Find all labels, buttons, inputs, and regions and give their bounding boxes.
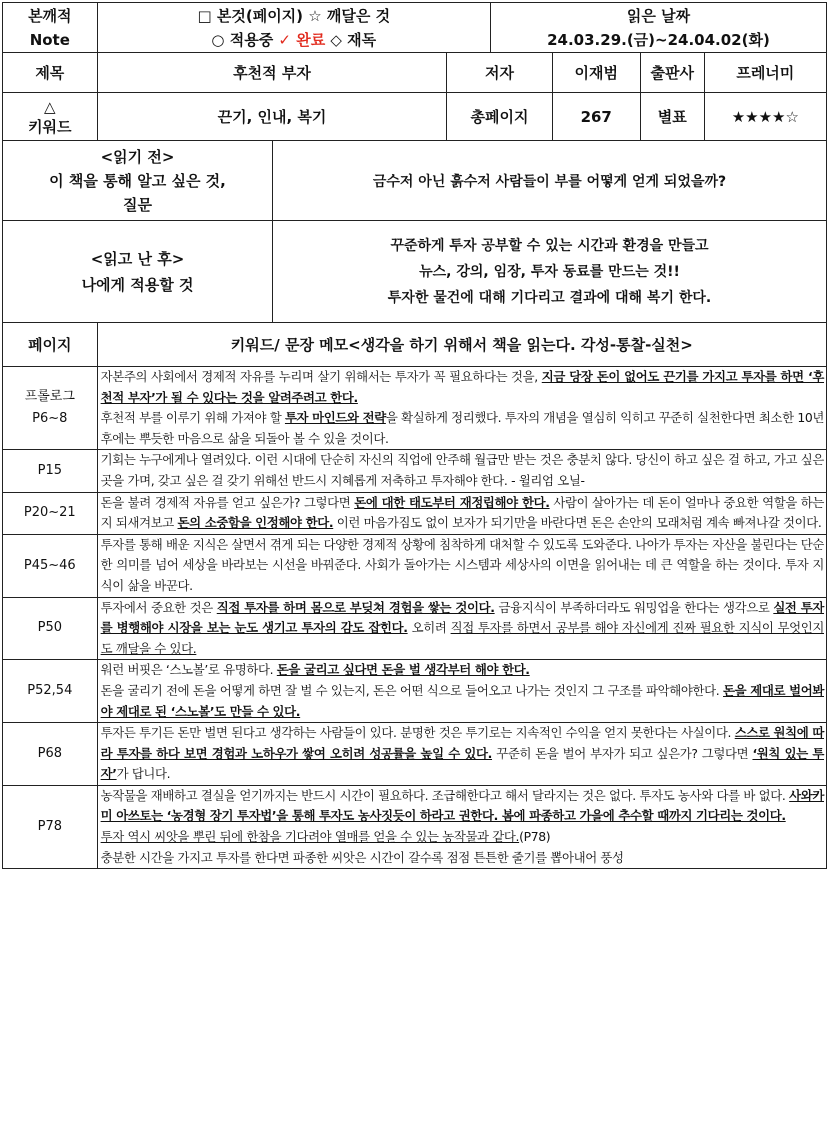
keywords: 끈기, 인내, 복기 bbox=[97, 93, 447, 141]
memo-page: P50 bbox=[3, 597, 98, 660]
memo-text bbox=[97, 492, 826, 534]
after-reading-label: <읽고 난 후> 나에게 적용할 것 bbox=[3, 221, 273, 323]
highlighted-sentence: 돈에 대한 태도부터 재정립해야 한다. bbox=[354, 494, 550, 510]
book-title: 후천적 부자 bbox=[97, 53, 447, 93]
memo-row bbox=[3, 597, 827, 660]
note-label: 본깨적 Note bbox=[3, 3, 98, 53]
memo-sentence: 을 확실하게 정리했다. 투자의 개념을 열심히 익히고 꾸준히 실천한다면 최소한 10년 후에는 뿌듯한 마음으로 삶을 되돌아 볼 수 있을 것이다. bbox=[100, 410, 825, 446]
memo-sentence: 후천적 부를 이루기 위해 가져야 할 bbox=[100, 410, 285, 426]
memo-sentence: 돈을 굴리기 전에 돈을 어떻게 하면 잘 벌 수 있는지, 돈은 어떤 식으로 들어오고 나가는 것인지 그 구조를 파악해야한다. bbox=[100, 682, 723, 698]
memo-page: P15 bbox=[3, 450, 98, 492]
memo-page: P68 bbox=[3, 723, 98, 786]
memo-sentence: 농작물을 재배하고 결실을 얻기까지는 반드시 시간이 필요하다. 조급해한다고 해서 달라지는 것은 없다. 투자도 농사와 다를 바 없다. bbox=[100, 787, 790, 803]
plan-line-3: 투자한 물건에 대해 기다리고 결과에 대해 복기 한다. bbox=[387, 289, 712, 306]
memo-sentence: 워런 버핏은 ‘스노볼’로 유명하다. bbox=[100, 662, 277, 678]
pages-label: 총페이지 bbox=[447, 93, 552, 141]
legend-check: ✓ 완료 bbox=[278, 30, 326, 49]
title-label: 제목 bbox=[3, 53, 98, 93]
rating: ★★★★☆ bbox=[704, 93, 826, 141]
highlighted-sentence: 투자 마인드와 전략 bbox=[284, 410, 386, 426]
highlighted-sentence: 투자 역시 씨앗을 뿌린 뒤에 한참을 기다려야 열매를 얻을 수 있는 농작물과 같다. bbox=[100, 829, 520, 845]
memo-row bbox=[3, 660, 827, 723]
author: 이재범 bbox=[552, 53, 640, 93]
memo-sentence: 기회는 누구에게나 열려있다. 이런 시대에 단순히 자신의 직업에 안주해 월급만 받는 것은 충분치 않다. 당신이 하고 싶은 걸 하고, 가고 싶은 곳을 가며, 갖고 싶은 걸 갖기 위해선 반드시 지혜롭게 저축하고 투자해야 한다. - 윌리엄 오닐- bbox=[100, 452, 824, 488]
memo-row bbox=[3, 785, 827, 868]
plan-line-1: 꾸준하게 투자 공부할 수 있는 시간과 환경을 만들고 bbox=[390, 237, 709, 254]
memo-page-header: 페이지 bbox=[3, 323, 98, 367]
publisher-label: 출판사 bbox=[640, 53, 704, 93]
note-table bbox=[2, 2, 827, 869]
plan-line-2: 뉴스, 강의, 임장, 투자 동료를 만드는 것!! bbox=[419, 263, 680, 280]
memo-text bbox=[97, 660, 826, 723]
memo-row bbox=[3, 367, 827, 450]
memo-sentence: 자본주의 사회에서 경제적 자유를 누리며 살기 위해서는 투자가 꼭 필요하다는 것을, bbox=[100, 369, 542, 384]
memo-text bbox=[97, 785, 826, 868]
highlighted-sentence: 직접 투자를 하면서 공부를 해야 자신에게 진짜 필요한 지식이 무엇인지도 깨달을 수 있다. bbox=[100, 620, 824, 656]
author-label: 저자 bbox=[447, 53, 552, 93]
memo-row bbox=[3, 534, 827, 597]
read-date bbox=[490, 3, 826, 53]
memo-sentence: 투자든 투기든 돈만 벌면 된다고 생각하는 사람들이 있다. 분명한 것은 투기로는 지속적인 수익을 얻지 못한다는 사실이다. bbox=[100, 725, 735, 741]
highlighted-sentence: 직접 투자를 하며 몸으로 부딪쳐 경험을 쌓는 것이다. bbox=[216, 599, 495, 615]
memo-text bbox=[97, 534, 826, 597]
highlighted-sentence: 스스로 원칙에 따라 투자를 하다 보면 경험과 노하우가 쌓여 오히려 성공률을 높일 수 있다. bbox=[100, 725, 824, 761]
before-reading-question: 금수저 아닌 흙수저 사람들이 부를 어떻게 얻게 되었을까? bbox=[273, 141, 827, 221]
memo-row bbox=[3, 450, 827, 492]
memo-page: P20~21 bbox=[3, 492, 98, 534]
highlighted-sentence: 지금 당장 돈이 없어도 끈기를 가지고 투자를 하면 ‘후천적 부자’가 될 수 있다는 것을 알려주려고 한다. bbox=[100, 369, 825, 405]
highlighted-sentence: 실전 투자를 병행해야 시장을 보는 눈도 생기고 투자의 감도 잡힌다. bbox=[100, 599, 825, 636]
memo-text bbox=[97, 597, 826, 660]
memo-rows bbox=[3, 367, 827, 869]
memo-page: P45~46 bbox=[3, 534, 98, 597]
memo-sentence: 꾸준히 돈을 벌어 부자가 되고 싶은가? 그렇다면 bbox=[492, 745, 753, 761]
memo-sentence: 충분한 시간을 가지고 투자를 한다면 파종한 씨앗은 시간이 갈수록 점점 튼튼한 줄기를 뽑아내어 풍성 bbox=[100, 849, 624, 865]
read-date-label: 읽은 날짜 bbox=[626, 6, 691, 25]
memo-page: P78 bbox=[3, 785, 98, 868]
memo-page: 프롤로그 P6~8 bbox=[3, 367, 98, 450]
highlighted-sentence: 돈을 제대로 벌어봐야 제대로 된 ‘스노볼’도 만들 수 있다. bbox=[100, 682, 824, 719]
read-date-value: 24.03.29.(금)~24.04.02(화) bbox=[547, 30, 770, 49]
memo-sentence: 오히려 bbox=[407, 620, 451, 636]
legend-line-1: □ 본것(페이지) ☆ 깨달은 것 bbox=[197, 6, 391, 25]
memo-row bbox=[3, 492, 827, 534]
legend-line-2: ○ 적용중 ✓ 완료 ◇ 재독 bbox=[211, 30, 377, 49]
keyword-label: △ 키워드 bbox=[3, 93, 98, 141]
memo-sentence: 가 답니다. bbox=[116, 766, 171, 782]
highlighted-sentence: 사와카미 아쓰토는 ‘농경형 장기 투자법’을 통해 투자도 농사짓듯이 하라고 권한다. 봄에 파종하고 가을에 추수할 때까지 기다리는 것이다. bbox=[100, 787, 824, 824]
memo-text bbox=[97, 723, 826, 786]
memo-text bbox=[97, 450, 826, 492]
highlighted-sentence: ‘원칙 있는 투자’ bbox=[100, 745, 825, 782]
total-pages: 267 bbox=[552, 93, 640, 141]
memo-sentence: 사람이 살아가는 데 돈이 얼마나 중요한 역할을 하는지 되새겨보고 bbox=[100, 494, 824, 531]
highlighted-sentence: 돈을 굴리고 싶다면 돈을 벌 생각부터 해야 한다. bbox=[276, 662, 530, 678]
memo-sentence: 투자에서 중요한 것은 bbox=[100, 599, 217, 615]
publisher: 프레너미 bbox=[704, 53, 826, 93]
memo-sentence: (P78) bbox=[519, 829, 551, 845]
memo-sentence: 투자를 통해 배운 지식은 살면서 겪게 되는 다양한 경제적 상황에 침착하게 대처할 수 있도록 도와준다. 나아가 투자는 자산을 불린다는 단순한 의미를 넘어 세상을 바라보는 시선을 바꿔준다. 사회가 돌아가는 시스템과 세상사의 이면을 읽어내는 데 큰 역할을 하는 것이다. 투자 지식이 삶을 바꾼다. bbox=[100, 536, 824, 593]
memo-text bbox=[97, 367, 826, 450]
after-reading-plan bbox=[273, 221, 827, 323]
memo-row bbox=[3, 723, 827, 786]
legend bbox=[97, 3, 490, 53]
memo-content-header: 키워드/ 문장 메모<생각을 하기 위해서 책을 읽는다. 각성-통찰-실천> bbox=[97, 323, 826, 367]
memo-sentence: 돈을 불려 경제적 자유를 얻고 싶은가? 그렇다면 bbox=[100, 494, 355, 510]
before-reading-label: <읽기 전> 이 책을 통해 알고 싶은 것, 질문 bbox=[3, 141, 273, 221]
highlighted-sentence: 돈의 소중함을 인정해야 한다. bbox=[177, 515, 334, 531]
memo-page: P52,54 bbox=[3, 660, 98, 723]
memo-sentence: 금융지식이 부족하더라도 워밍업을 한다는 생각으로 bbox=[494, 599, 774, 615]
memo-sentence: 이런 마음가짐도 없이 보자가 되기만을 바란다면 돈은 손안의 모래처럼 계속 빠져나갈 것이다. bbox=[333, 515, 822, 531]
rating-label: 별표 bbox=[640, 93, 704, 141]
